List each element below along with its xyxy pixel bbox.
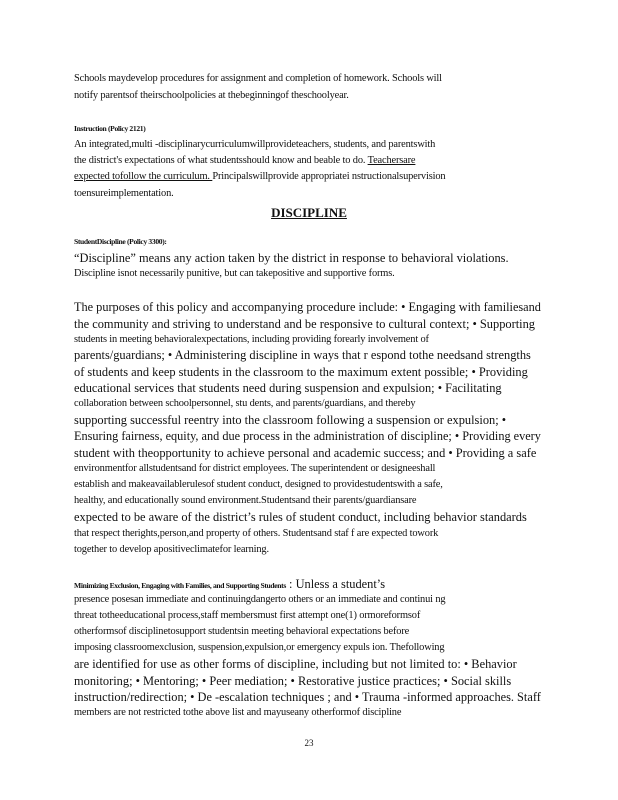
- purpose-line: establish and makeavailablerulesof student conduct, designed to providestudentswith a safe,: [74, 479, 443, 490]
- section-title: DISCIPLINE: [271, 205, 347, 220]
- purpose-line: expected to be aware of the district’s rules of student conduct, including behavior standards: [74, 510, 527, 524]
- minimizing-line: instruction/redirection; • De -escalation techniques ; and • Trauma -informed approaches. Staff: [74, 690, 541, 704]
- purpose-line: that respect therights,person,and property of others. Studentsand staf f are expected towork: [74, 528, 439, 539]
- purpose-line: collaboration between schoolpersonnel, stu dents, and parents/guardians, and thereby: [74, 398, 416, 409]
- minimizing-line: imposing classroomexclusion, suspension,expulsion,or emergency expuls ion. Thefollowing: [74, 642, 445, 653]
- minimizing-line: threat totheeducational process,staff membersmust first attempt one(1) ormoreformsof: [74, 610, 421, 621]
- minimizing-first-line: [74, 577, 385, 592]
- minimizing-first-line-text: : Unless a student’s: [285, 577, 386, 591]
- purpose-line: environmentfor allstudentsand for district employees. The superintendent or designeeshall: [74, 463, 436, 474]
- purpose-line: students in meeting behavioralexpectations, including providing forearly involvement of: [74, 334, 429, 345]
- purpose-line: Ensuring fairness, equity, and due process in the administration of discipline; • Providing every: [74, 429, 541, 443]
- instruction-line-3-text: Principalswillprovide appropriatei nstructionalsupervision: [212, 171, 446, 182]
- discipline-definition-line-2: Discipline isnot necessarily punitive, but can takepositive and supportive forms.: [74, 268, 395, 279]
- minimizing-line: members are not restricted tothe above list and mayuseany otherformof discipline: [74, 707, 402, 718]
- purpose-line: educational services that students need during suspension and expulsion; • Facilitating: [74, 381, 502, 395]
- purpose-line: The purposes of this policy and accompanying procedure include: • Engaging with familiesand: [74, 300, 541, 314]
- discipline-definition-line-1: “Discipline” means any action taken by the district in response to behavioral violations.: [74, 251, 509, 265]
- page-number: 23: [304, 738, 314, 748]
- purpose-line: of students and keep students in the classroom to the maximum extent possible; • Providing: [74, 365, 528, 379]
- minimizing-line: are identified for use as other forms of discipline, including but not limited to: • Behavior: [74, 657, 517, 671]
- minimizing-line: monitoring; • Mentoring; • Peer mediation; • Restorative justice practices; • Social skills: [74, 674, 512, 688]
- instruction-underlined-1: Teachersare: [367, 155, 416, 166]
- instruction-line-3: [74, 171, 445, 182]
- instruction-line-2-text: the district's expectations of what studentsshould know and beable to do.: [74, 155, 368, 166]
- purpose-line: healthy, and educationally sound environment.Studentsand their parents/guardiansare: [74, 495, 417, 506]
- student-discipline-heading: StudentDiscipline (Policy 3300):: [74, 237, 167, 246]
- minimizing-heading: Minimizing Exclusion, Engaging with Families, and Supporting Students: [74, 581, 286, 590]
- minimizing-line: presence posesan immediate and continuingdangerto others or an immediate and continui ng: [74, 594, 446, 605]
- homework-line-1: Schools maydevelop procedures for assignment and completion of homework. Schools will: [74, 73, 442, 84]
- instruction-underlined-2: expected tofollow the curriculum.: [74, 171, 213, 182]
- purpose-line: supporting successful reentry into the classroom following a suspension or expulsion; •: [74, 413, 507, 427]
- purpose-line: together to develop apositiveclimatefor learning.: [74, 544, 269, 555]
- instruction-line-2: [74, 155, 415, 166]
- purpose-line: the community and striving to understand and be responsive to cultural context; • Supporting: [74, 317, 535, 331]
- instruction-heading: Instruction (Policy 2121): [74, 124, 146, 133]
- homework-line-2: notify parentsof theirschoolpolicies at thebeginningof theschoolyear.: [74, 90, 349, 101]
- instruction-line-4: toensureimplementation.: [74, 188, 174, 199]
- purpose-line: student with theopportunity to achieve personal and academic success; and • Providing a safe: [74, 446, 537, 460]
- instruction-line-1: An integrated,multi -disciplinarycurriculumwillprovideteachers, students, and parentswith: [74, 139, 436, 150]
- minimizing-line: otherformsof disciplinetosupport studentsin meeting behavioral expectations before: [74, 626, 410, 637]
- purpose-line: parents/guardians; • Administering discipline in ways that r espond tothe needsand strengths: [74, 348, 531, 362]
